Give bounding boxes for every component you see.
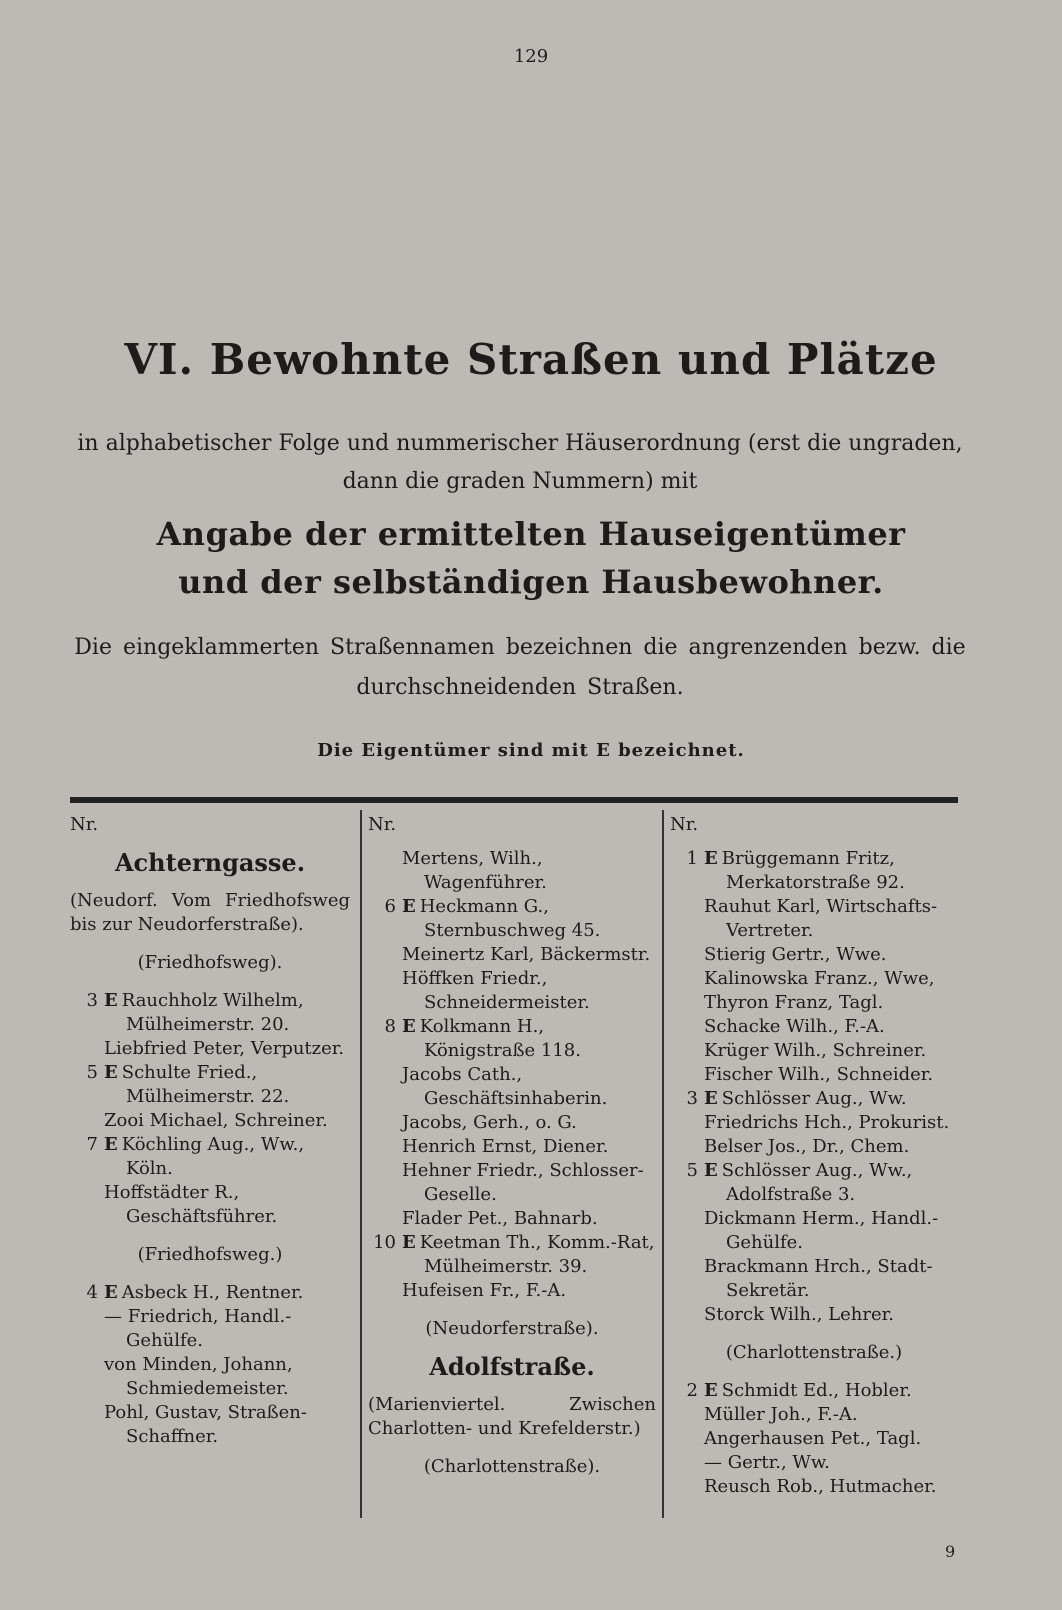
house-number	[368, 1207, 402, 1231]
list-item	[70, 1353, 350, 1401]
resident-text	[104, 1061, 350, 1109]
owner-mark: E	[104, 1062, 118, 1083]
list-item	[670, 847, 958, 895]
resident-name: Krüger Wilh., Schreiner.	[704, 1040, 927, 1061]
resident-text	[104, 1281, 350, 1305]
resident-text	[704, 1135, 958, 1159]
house-number	[368, 1279, 402, 1303]
resident-text	[704, 1427, 958, 1451]
house-number	[670, 1451, 704, 1475]
list-item	[670, 895, 958, 943]
subtitle: in alphabetischer Folge und nummerischer Häuserordnung (erst die ungraden, dann die graden Nummern) mit	[77, 431, 963, 494]
house-number	[670, 1427, 704, 1451]
cross-street: (Charlottenstraße.)	[725, 1342, 903, 1363]
resident-text	[704, 1303, 958, 1327]
list-item	[670, 1451, 958, 1475]
resident-name: Brackmann Hrch., Stadt-Sekretär.	[704, 1256, 933, 1301]
resident-name: Fischer Wilh., Schneider.	[704, 1064, 934, 1085]
list-item	[368, 1279, 656, 1303]
list-item	[70, 1305, 350, 1353]
owner-mark: E	[104, 990, 118, 1011]
list-item	[368, 1207, 656, 1231]
list-item	[368, 1015, 656, 1063]
house-number: 6	[384, 896, 396, 917]
resident-name: Angerhausen Pet., Tagl.	[704, 1428, 922, 1449]
entry-list	[70, 1281, 350, 1449]
resident-name: Zooi Michael, Schreiner.	[104, 1110, 328, 1131]
resident-name: Kolkmann H., Königstraße 118.	[419, 1016, 581, 1061]
resident-text	[402, 1231, 656, 1279]
owner-mark: E	[104, 1134, 118, 1155]
house-number	[670, 1475, 704, 1499]
resident-name: Jacobs Cath., Geschäftsinhaberin.	[402, 1064, 608, 1109]
owner-mark: E	[704, 1088, 718, 1109]
resident-name: Liebfried Peter, Verputzer.	[104, 1038, 345, 1059]
resident-text	[704, 1255, 958, 1303]
column-1	[70, 813, 350, 1449]
house-number	[670, 1403, 704, 1427]
resident-text	[704, 1111, 958, 1135]
cross-street: (Friedhofsweg).	[137, 952, 283, 973]
nr-label: Nr.	[670, 814, 699, 835]
nr-label: Nr.	[70, 814, 99, 835]
resident-text	[402, 1279, 656, 1303]
resident-name: Mertens, Wilh., Wagenführer.	[402, 848, 547, 893]
house-number	[368, 1063, 402, 1111]
resident-name: Henrich Ernst, Diener.	[402, 1136, 609, 1157]
house-number	[70, 1037, 104, 1061]
house-number: 7	[86, 1134, 98, 1155]
house-number: 5	[86, 1062, 98, 1083]
list-item	[670, 1475, 958, 1499]
list-item	[368, 1135, 656, 1159]
list-item	[368, 1111, 656, 1135]
list-item	[670, 991, 958, 1015]
resident-name: Rauchholz Wilhelm, Mülheimerstr. 20.	[121, 990, 304, 1035]
house-number	[368, 943, 402, 967]
column-3	[670, 813, 958, 1499]
page-number: 129	[513, 46, 549, 67]
house-number	[368, 967, 402, 1015]
bold-heading-line-1: Angabe der ermittelten Hauseigentümer	[156, 515, 906, 553]
resident-name: Höffken Friedr., Schneidermeister.	[402, 968, 590, 1013]
list-item	[70, 1181, 350, 1229]
street-heading: Adolfstraße.	[429, 1352, 595, 1381]
house-number	[368, 1159, 402, 1207]
resident-text	[704, 1207, 958, 1255]
owner-mark: E	[704, 848, 718, 869]
house-number: 10	[373, 1232, 396, 1253]
list-item	[670, 1087, 958, 1111]
owner-mark: E	[402, 896, 416, 917]
bold-heading	[0, 510, 1062, 606]
list-item	[670, 1303, 958, 1327]
list-item	[70, 1401, 350, 1449]
list-item	[670, 967, 958, 991]
house-number: 5	[686, 1160, 698, 1181]
resident-text	[402, 1111, 656, 1135]
resident-name: Hufeisen Fr., F.-A.	[402, 1280, 567, 1301]
bracket-note: Die eingeklammerten Straßennamen bezeichnen die angrenzenden bezw. die durchschneidenden Straßen.	[74, 635, 966, 700]
resident-text	[402, 943, 656, 967]
street-heading: Achterngasse.	[114, 848, 306, 877]
entry-list	[670, 847, 958, 1327]
resident-text	[704, 991, 958, 1015]
column-divider-2	[662, 810, 664, 1518]
resident-text	[402, 895, 656, 943]
resident-name: — Friedrich, Handl.-Gehülfe.	[104, 1306, 292, 1351]
resident-text	[402, 1207, 656, 1231]
house-number	[70, 1401, 104, 1449]
owner-mark: E	[402, 1232, 416, 1253]
resident-name: Brüggemann Fritz, Merkatorstraße 92.	[721, 848, 905, 893]
house-number	[70, 1109, 104, 1133]
resident-name: Flader Pet., Bahnarb.	[402, 1208, 598, 1229]
resident-text	[402, 1135, 656, 1159]
resident-text	[704, 1063, 958, 1087]
house-number	[368, 847, 402, 895]
resident-name: Keetman Th., Komm.-Rat, Mülheimerstr. 39.	[419, 1232, 655, 1277]
list-item	[70, 1109, 350, 1133]
entry-list	[368, 847, 656, 1303]
resident-text	[704, 943, 958, 967]
resident-name: Belser Jos., Dr., Chem.	[704, 1136, 910, 1157]
resident-text	[402, 1063, 656, 1111]
list-item	[70, 1037, 350, 1061]
resident-text	[704, 1039, 958, 1063]
owner-mark: E	[704, 1160, 718, 1181]
list-item	[368, 943, 656, 967]
list-item	[670, 1207, 958, 1255]
house-number: 8	[384, 1016, 396, 1037]
owner-mark: E	[104, 1282, 118, 1303]
list-item	[368, 895, 656, 943]
resident-text	[104, 1133, 350, 1181]
resident-name: Schacke Wilh., F.-A.	[704, 1016, 885, 1037]
list-item	[70, 989, 350, 1037]
owner-mark: E	[704, 1380, 718, 1401]
owner-note: Die Eigentümer sind mit E bezeichnet.	[317, 740, 745, 761]
resident-name: Kalinowska Franz., Wwe,	[704, 968, 935, 989]
resident-name: Hehner Friedr., Schlosser-Geselle.	[402, 1160, 644, 1205]
list-item	[368, 967, 656, 1015]
resident-name: Schmidt Ed., Hobler.	[721, 1380, 912, 1401]
list-item	[670, 1427, 958, 1451]
resident-text	[402, 847, 656, 895]
house-number	[670, 1207, 704, 1255]
resident-text	[704, 1159, 958, 1207]
resident-name: Jacobs, Gerh., o. G.	[402, 1112, 577, 1133]
resident-name: Friedrichs Hch., Prokurist.	[704, 1112, 950, 1133]
list-item	[670, 1111, 958, 1135]
list-item	[670, 1379, 958, 1403]
house-number	[670, 991, 704, 1015]
resident-text	[104, 1401, 350, 1449]
resident-text	[704, 1475, 958, 1499]
resident-text	[402, 967, 656, 1015]
house-number	[670, 1111, 704, 1135]
house-number	[670, 1303, 704, 1327]
resident-text	[402, 1015, 656, 1063]
resident-name: Hoffstädter R., Geschäftsführer.	[104, 1182, 278, 1227]
list-item	[670, 1039, 958, 1063]
resident-name: Köchling Aug., Ww., Köln.	[121, 1134, 305, 1179]
list-item	[670, 1159, 958, 1207]
resident-name: Schlösser Aug., Ww., Adolfstraße 3.	[721, 1160, 913, 1205]
resident-text	[704, 1403, 958, 1427]
house-number	[368, 1111, 402, 1135]
resident-name: Dickmann Herm., Handl.-Gehülfe.	[704, 1208, 939, 1253]
resident-name: Meinertz Karl, Bäckermstr.	[402, 944, 651, 965]
column-divider-1	[360, 810, 362, 1518]
resident-text	[704, 1015, 958, 1039]
house-number	[670, 1015, 704, 1039]
cross-street: (Charlottenstraße).	[423, 1456, 601, 1477]
resident-text	[104, 1037, 350, 1061]
house-number: 4	[86, 1282, 98, 1303]
resident-text	[104, 1353, 350, 1401]
resident-name: Pohl, Gustav, Straßen-Schaffner.	[104, 1402, 307, 1447]
resident-name: Stierig Gertr., Wwe.	[704, 944, 887, 965]
list-item	[70, 1061, 350, 1109]
cross-street: (Neudorferstraße).	[425, 1318, 599, 1339]
resident-name: von Minden, Johann, Schmiedemeister.	[104, 1354, 293, 1399]
list-item	[670, 1063, 958, 1087]
list-item	[368, 1231, 656, 1279]
list-item	[70, 1281, 350, 1305]
header-rule	[70, 797, 958, 803]
resident-name: — Gertr., Ww.	[704, 1452, 830, 1473]
house-number	[70, 1353, 104, 1401]
house-number	[670, 943, 704, 967]
cross-street: (Friedhofsweg.)	[137, 1244, 283, 1265]
house-number	[670, 1135, 704, 1159]
street-description: (Neudorf. Vom Friedhofsweg bis zur Neudorferstraße).	[70, 890, 350, 935]
house-number: 3	[86, 990, 98, 1011]
owner-mark: E	[402, 1016, 416, 1037]
house-number	[368, 1135, 402, 1159]
list-item	[670, 1255, 958, 1303]
house-number	[670, 895, 704, 943]
bold-heading-line-2: und der selbständigen Hausbewohner.	[178, 563, 884, 601]
resident-text	[704, 1451, 958, 1475]
nr-label: Nr.	[368, 814, 397, 835]
resident-name: Reusch Rob., Hutmacher.	[704, 1476, 937, 1497]
resident-name: Asbeck H., Rentner.	[121, 1282, 304, 1303]
house-number	[70, 1305, 104, 1353]
list-item	[670, 1015, 958, 1039]
resident-name: Heckmann G., Sternbuschweg 45.	[419, 896, 601, 941]
resident-name: Storck Wilh., Lehrer.	[704, 1304, 894, 1325]
resident-text	[104, 1181, 350, 1229]
page-title: VI. Bewohnte Straßen und Plätze	[124, 335, 938, 384]
resident-text	[704, 967, 958, 991]
house-number	[670, 1255, 704, 1303]
resident-text	[104, 1305, 350, 1353]
list-item	[368, 1063, 656, 1111]
resident-name: Rauhut Karl, Wirtschafts-Vertreter.	[704, 896, 938, 941]
resident-text	[104, 989, 350, 1037]
list-item	[670, 1403, 958, 1427]
resident-name: Schulte Fried., Mülheimerstr. 22.	[121, 1062, 290, 1107]
house-number	[670, 1063, 704, 1087]
resident-name: Thyron Franz, Tagl.	[704, 992, 884, 1013]
resident-name: Schlösser Aug., Ww.	[721, 1088, 907, 1109]
list-item	[70, 1133, 350, 1181]
signature-mark: 9	[945, 1542, 956, 1561]
resident-text	[104, 1109, 350, 1133]
list-item	[670, 1135, 958, 1159]
list-item	[670, 943, 958, 967]
house-number	[670, 967, 704, 991]
resident-text	[704, 1379, 958, 1403]
resident-text	[704, 847, 958, 895]
street-description: (Marienviertel. Zwischen Charlotten- und Krefelderstr.)	[368, 1394, 656, 1439]
list-item	[368, 847, 656, 895]
resident-text	[402, 1159, 656, 1207]
house-number: 2	[686, 1380, 698, 1401]
column-2	[368, 813, 656, 1493]
resident-text	[704, 895, 958, 943]
entry-list	[70, 989, 350, 1229]
house-number	[70, 1181, 104, 1229]
list-item	[368, 1159, 656, 1207]
house-number: 3	[686, 1088, 698, 1109]
resident-name: Müller Joh., F.-A.	[704, 1404, 858, 1425]
house-number: 1	[686, 848, 698, 869]
entry-list	[670, 1379, 958, 1499]
resident-text	[704, 1087, 958, 1111]
house-number	[670, 1039, 704, 1063]
